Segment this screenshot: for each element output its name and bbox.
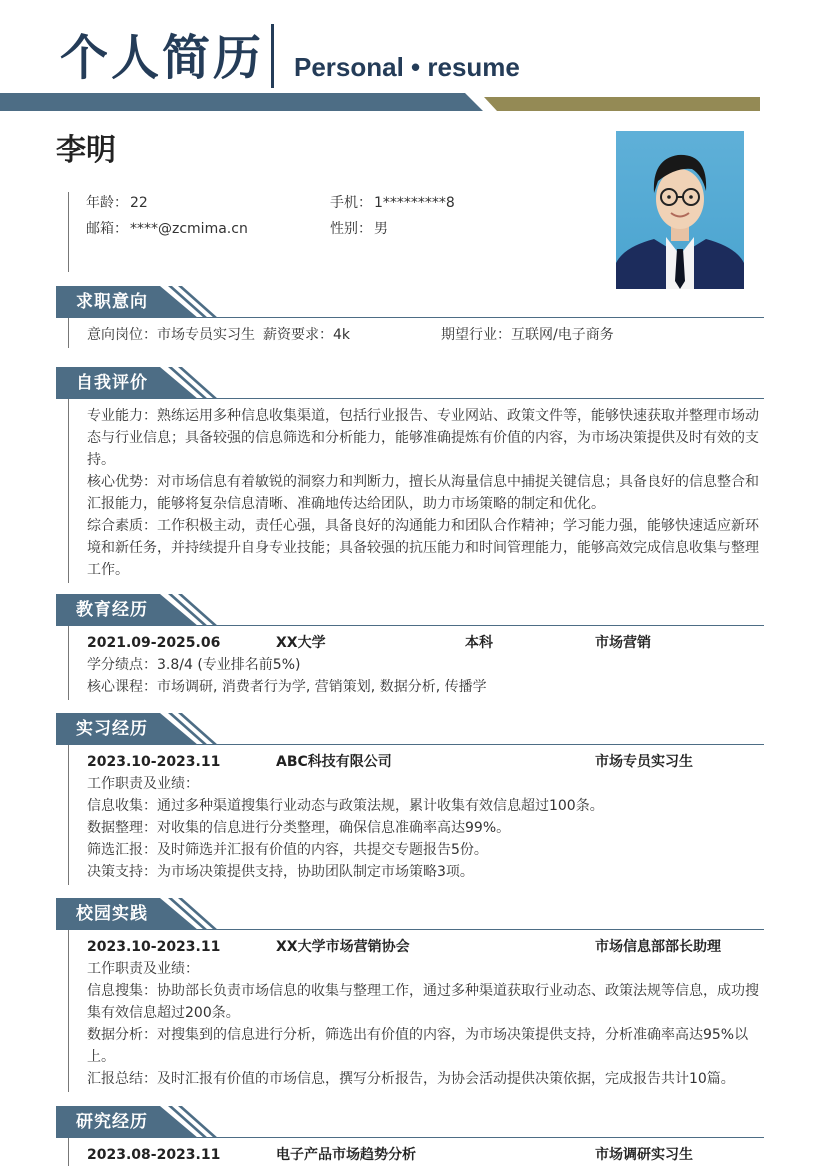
section-body: [68, 318, 764, 348]
major: 市场营销: [595, 635, 651, 651]
eval-professional: 专业能力：熟练运用多种信息收集渠道，包括行业报告、专业网站、政策文件等，能够快速获取并整理市场动态与行业信息；具备较强的信息筛选和分析能力，能够准确提炼有价值的内容，为市场决策提供及时有效的支持。: [87, 408, 759, 468]
campus-row: [87, 936, 764, 958]
duty-line: 决策支持：为市场决策提供支持，协助团队制定市场策略3项。: [87, 864, 474, 880]
duty-line: 信息搜集：协助部长负责市场信息的收集与整理工作，通过多种渠道获取行业动态、政策法规等信息，成功搜集有效信息超过200条。: [87, 983, 759, 1021]
section-title: 研究经历: [76, 1112, 148, 1132]
section-title: 教育经历: [76, 600, 148, 620]
section-header: [56, 367, 764, 399]
section-header: [56, 713, 764, 745]
research-role: 市场调研实习生: [595, 1147, 693, 1163]
gender-value: 男: [374, 221, 388, 237]
resume-title: 个人简历: [60, 30, 265, 86]
section-title: 实习经历: [76, 719, 148, 739]
age-field: [86, 193, 148, 213]
header-band-olive: [484, 97, 760, 111]
duty-line: 数据整理：对收集的信息进行分类整理，确保信息准确率高达99%。: [87, 820, 511, 836]
expected-salary: 薪资要求：4k: [263, 327, 351, 343]
section-header: [56, 898, 764, 930]
section-job-intention: [56, 286, 764, 348]
desired-industry: 期望行业：互联网/电子商务: [441, 327, 614, 343]
section-title: 求职意向: [76, 292, 148, 312]
duty-line: 数据分析：对搜集到的信息进行分析，筛选出有价值的内容，为市场决策提供支持，分析准确率高达95%以上。: [87, 1027, 749, 1065]
section-internship: [56, 713, 764, 885]
duties-heading: 工作职责及业绩：: [87, 961, 199, 977]
campus-role: 市场信息部部长助理: [595, 939, 721, 955]
candidate-name: 李明: [56, 133, 116, 168]
age-label: 年龄：: [86, 195, 128, 211]
header-band-blue: [0, 93, 500, 111]
section-body: [68, 745, 764, 885]
eval-overall: 综合素质：工作积极主动，责任心强，具备良好的沟通能力和团队合作精神；学习能力强，能够快速适应新环境和新任务，并持续提升自身专业技能；具备较强的抗压能力和时间管理能力，能够高效完成信息收集与整理工作。: [87, 518, 759, 578]
section-body: [68, 626, 764, 700]
phone-value: 1*********8: [374, 195, 455, 211]
project-name: 电子产品市场趋势分析: [276, 1147, 416, 1163]
profile-photo: [616, 131, 744, 289]
section-education: [56, 594, 764, 700]
info-divider: [68, 192, 69, 272]
phone-field: [330, 193, 455, 213]
school-name: XX大学: [276, 635, 326, 651]
section-title: 校园实践: [76, 904, 148, 924]
email-field: [86, 219, 248, 239]
degree: 本科: [465, 635, 493, 651]
internship-row: [87, 751, 764, 773]
section-header: [56, 286, 764, 318]
phone-label: 手机：: [330, 195, 372, 211]
email-label: 邮箱：: [86, 221, 128, 237]
title-divider: [271, 24, 274, 88]
section-research: [56, 1106, 764, 1166]
research-period: 2023.08-2023.11: [87, 1147, 221, 1163]
section-campus-practice: [56, 898, 764, 1092]
section-header: [56, 1106, 764, 1138]
gender-field: [330, 219, 388, 239]
company-name: ABC科技有限公司: [276, 754, 392, 770]
duties-heading: 工作职责及业绩：: [87, 776, 199, 792]
section-body: [68, 1138, 764, 1166]
eval-strengths: 核心优势：对市场信息有着敏锐的洞察力和判断力，擅长从海量信息中捕捉关键信息；具备良好的信息整合和汇报能力，能够将复杂信息清晰、准确地传达给团队，助力市场策略的制定和优化。: [87, 474, 759, 512]
desired-position: 意向岗位：市场专员实习生: [87, 327, 255, 343]
gpa-line: 学分绩点：3.8/4 (专业排名前5%): [87, 657, 301, 673]
internship-period: 2023.10-2023.11: [87, 754, 221, 770]
duty-line: 信息收集：通过多种渠道搜集行业动态与政策法规，累计收集有效信息超过100条。: [87, 798, 604, 814]
age-value: 22: [130, 195, 148, 211]
organization-name: XX大学市场营销协会: [276, 939, 410, 955]
education-row: [87, 632, 764, 654]
section-body: [68, 399, 764, 583]
section-self-evaluation: [56, 367, 764, 583]
duty-line: 筛选汇报：及时筛选并汇报有价值的内容，共提交专题报告5份。: [87, 842, 488, 858]
resume-subtitle: Personal • resume: [294, 52, 520, 82]
campus-period: 2023.10-2023.11: [87, 939, 221, 955]
internship-role: 市场专员实习生: [595, 754, 693, 770]
duty-line: 汇报总结：及时汇报有价值的市场信息，撰写分析报告，为协会活动提供决策依据，完成报告共计10篇。: [87, 1071, 735, 1087]
section-header: [56, 594, 764, 626]
gender-label: 性别：: [330, 221, 372, 237]
education-period: 2021.09-2025.06: [87, 635, 221, 651]
email-value: ****@zcmima.cn: [130, 221, 248, 237]
section-title: 自我评价: [76, 373, 148, 393]
courses-line: 核心课程：市场调研, 消费者行为学, 营销策划, 数据分析, 传播学: [87, 679, 487, 695]
research-row: [87, 1144, 764, 1166]
section-body: [68, 930, 764, 1092]
